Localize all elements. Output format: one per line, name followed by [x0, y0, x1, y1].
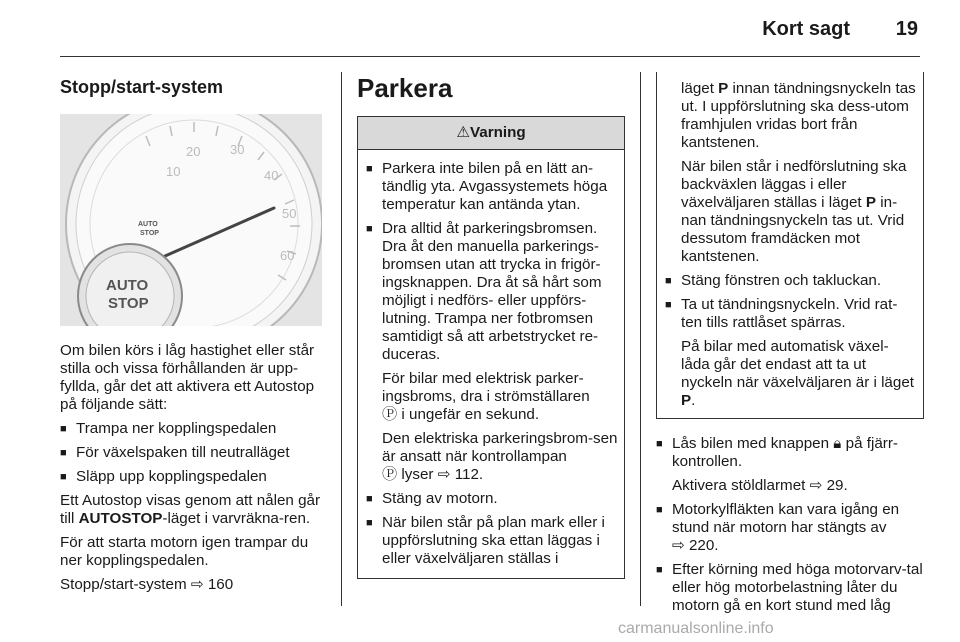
gauge-number: 10 — [166, 164, 181, 179]
inset-label-auto: AUTO — [106, 277, 149, 294]
gauge-number: 20 — [186, 144, 201, 159]
column-divider — [341, 72, 342, 606]
list-item: ■ Stäng fönstren och takluckan. — [665, 272, 882, 289]
list-item: ■ Släpp upp kopplingspedalen — [60, 468, 267, 485]
electric-brake-note: För bilar med elektrisk parker-ingsbroms, dra i strömställaren Ⓟ i ungefär en sekund. — [382, 370, 590, 423]
restart-paragraph: För att starta motorn igen trampar du ner kopplingspedalen. — [60, 534, 309, 569]
column-left — [60, 76, 326, 600]
autostop-paragraph: Ett Autostop visas genom att nålen går till AUTOSTOP-läget i varvräkna-ren. — [60, 492, 321, 527]
running-header-title: Kort sagt — [762, 18, 850, 40]
warning-header: ⚠Varning — [358, 117, 624, 150]
intro-paragraph: Om bilen körs i låg hastighet eller står stilla och vissa förhållanden är upp-fyllda, går det att aktivera ett Autostop på följande sätt: — [60, 342, 315, 413]
reference-arrow-icon: ⇨ — [190, 576, 204, 593]
column-divider — [640, 72, 641, 606]
downhill-note: När bilen står i nedförslutning ska backväxlen läggas i eller växelväljaren ställas i läget P in-nan tändningsnyckeln tas ut. Vrid dessutom framdäcken mot kantstenen. — [681, 158, 907, 265]
column-right — [656, 72, 924, 621]
list-item: ■ Ta ut tändningsnyckeln. Vrid rat-ten tills rattlåset spärras. — [665, 296, 898, 331]
reference-arrow-icon: ⇨ — [809, 477, 823, 494]
section-title: Stopp/start-system — [60, 77, 224, 97]
gauge-marker-auto: AUTO — [138, 221, 158, 228]
parking-brake-icon: Ⓟ — [382, 406, 398, 423]
gauge-number: 50 — [282, 206, 297, 221]
watermark: carmanualsonline.info — [618, 620, 774, 637]
brake-lamp-note: Den elektriska parkeringsbrom-sen är ansatt när kontrollampan Ⓟ lyser ⇨ 112. — [382, 430, 618, 483]
reference-arrow-icon: ⇨ — [437, 466, 451, 483]
cross-reference[interactable]: Stopp/start-system ⇨ 160 — [60, 576, 234, 593]
gauge-number: 40 — [264, 168, 279, 183]
list-item: ■ Parkera inte bilen på en lätt an-tändlig yta. Avgassystemets höga temperatur kan antända ytan. — [366, 160, 608, 213]
tachometer-drawing — [60, 114, 322, 326]
alarm-note: Aktivera stöldlarmet ⇨ 29. — [672, 477, 848, 494]
gauge-marker-stop: STOP — [140, 230, 159, 237]
inset-label-stop: STOP — [108, 295, 149, 312]
tachometer-illustration — [60, 114, 322, 326]
list-item: ■ Lås bilen med knappen 🔒︎ på fjärr-kontrollen. — [656, 435, 898, 470]
list-item: ■ För växelspaken till neutralläget — [60, 444, 290, 461]
warning-box-continued — [656, 72, 924, 419]
warning-box — [357, 116, 625, 579]
list-item: ■ Stäng av motorn. — [366, 490, 498, 507]
page-heading: Parkera — [357, 73, 453, 103]
list-item: ■ Dra alltid åt parkeringsbromsen. Dra åt den manuella parkerings-bromsen utan att trycka in frigör-ingsknappen. Dra åt så hårt som möjligt i nedförs- eller uppförs-lutning. Trampa ner fotbromsen samtidigt så att arbetstrycket re-duceras. — [366, 220, 602, 363]
lock-icon: 🔒︎ — [833, 435, 842, 452]
gauge-number: 60 — [280, 248, 295, 263]
page-number: 19 — [895, 18, 918, 40]
parking-brake-lamp-icon: Ⓟ — [382, 466, 398, 483]
uphill-note: läget P innan tändningsnyckeln tas ut. I uppförslutning ska dess-utom framhjulen vridas bort från kantstenen. — [681, 80, 916, 151]
column-middle — [357, 72, 625, 579]
gauge-number: 30 — [230, 142, 245, 157]
automatic-gearbox-note: På bilar med automatisk växel-låda går det endast att ta ut nyckeln när växelväljaren är i läget P. — [681, 338, 914, 409]
warning-triangle-icon: ⚠ — [456, 124, 470, 141]
list-item: ■ Trampa ner kopplingspedalen — [60, 420, 277, 437]
reference-arrow-icon: ⇨ — [672, 537, 685, 554]
header-rule — [60, 56, 920, 57]
list-item: ■ Efter körning med höga motorvarv-tal eller hög motorbelastning låter du motorn gå en kort stund med låg — [656, 561, 923, 614]
list-item: ■ Motorkylfläkten kan vara igång en stund när motorn har stängts av ⇨ 220. — [656, 501, 900, 554]
list-item: ■ När bilen står på plan mark eller i uppförslutning ska ettan läggas i eller växelväljaren ställas i — [366, 514, 605, 567]
